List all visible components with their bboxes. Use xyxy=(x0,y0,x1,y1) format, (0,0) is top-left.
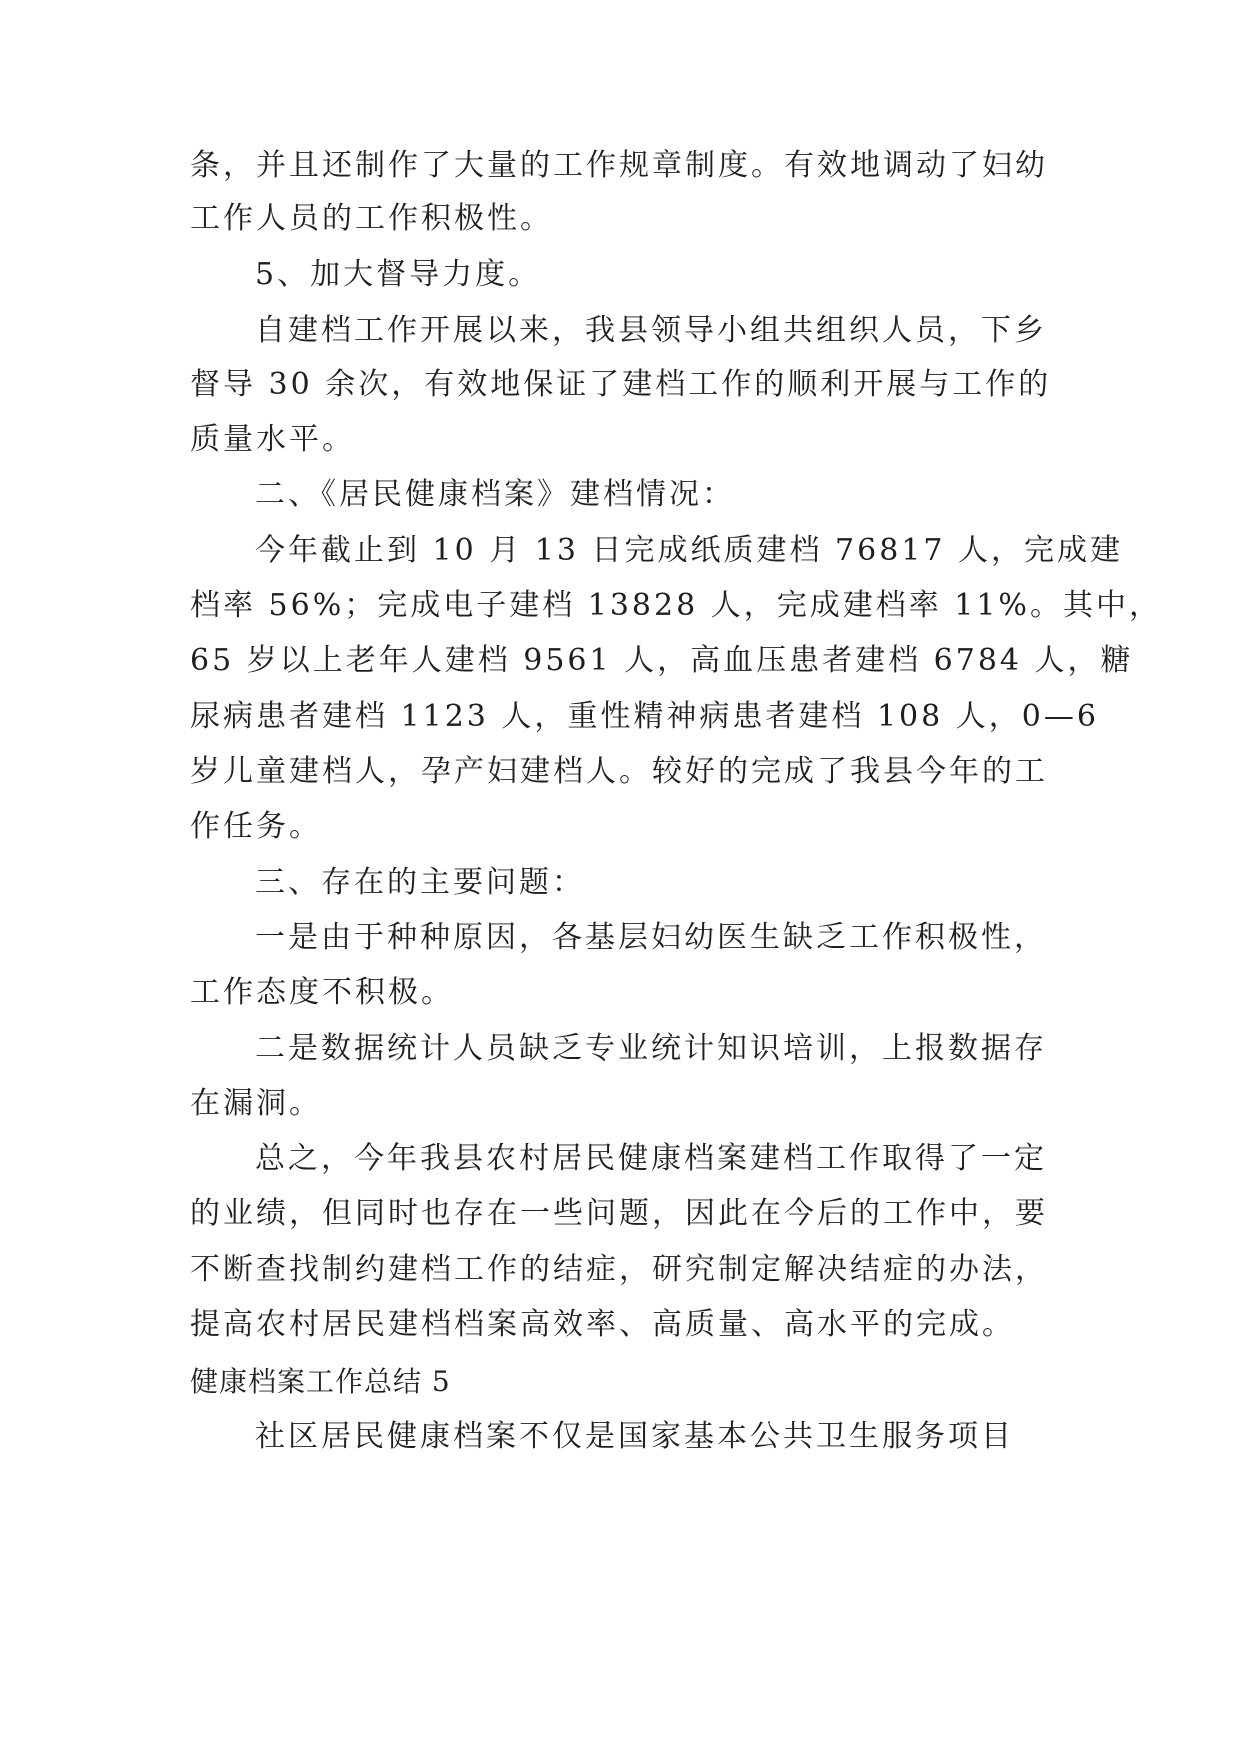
paragraph-line: 岁儿童建档人，孕产妇建档人。较好的完成了我县今年的工 xyxy=(190,754,1048,789)
paragraph-line: 提高农村居民建档档案高效率、高质量、高水平的完成。 xyxy=(190,1307,1015,1342)
paragraph-line: 督导 30 余次，有效地保证了建档工作的顺利开展与工作的 xyxy=(190,367,1052,402)
section-heading: 三、存在的主要问题： xyxy=(255,865,585,900)
paragraph-line: 工作人员的工作积极性。 xyxy=(190,201,553,236)
paragraph-line: 不断查找制约建档工作的结症，研究制定解决结症的办法， xyxy=(190,1252,1048,1287)
document-title: 健康档案工作总结 5 xyxy=(190,1365,451,1398)
paragraph-line: 在漏洞。 xyxy=(190,1086,322,1121)
paragraph-line: 二是数据统计人员缺乏专业统计知识培训，上报数据存 xyxy=(255,1031,1047,1066)
paragraph-line: 质量水平。 xyxy=(190,422,355,457)
paragraph-line: 作任务。 xyxy=(190,809,322,844)
paragraph-line: 档率 56%；完成电子建档 13828 人，完成建档率 11%。其中， xyxy=(190,588,1162,623)
paragraph-line: 社区居民健康档案不仅是国家基本公共卫生服务项目 xyxy=(255,1419,1014,1454)
paragraph-line: 尿病患者建档 1123 人，重性精神病患者建档 108 人，0—6 xyxy=(190,699,1099,734)
paragraph-line: 一是由于种种原因，各基层妇幼医生缺乏工作积极性， xyxy=(255,920,1047,955)
paragraph-line: 条，并且还制作了大量的工作规章制度。有效地调动了妇幼 xyxy=(190,148,1048,183)
paragraph-line: 今年截止到 10 月 13 日完成纸质建档 76817 人，完成建 xyxy=(255,533,1123,568)
paragraph-line: 工作态度不积极。 xyxy=(190,975,454,1010)
section-heading: 二、《居民健康档案》建档情况： xyxy=(255,477,735,512)
paragraph-line: 总之，今年我县农村居民健康档案建档工作取得了一定 xyxy=(255,1141,1047,1176)
paragraph-line: 65 岁以上老年人建档 9561 人，高血压患者建档 6784 人，糖 xyxy=(190,643,1134,678)
section-heading: 5、加大督导力度。 xyxy=(255,257,542,292)
paragraph-line: 的业绩，但同时也存在一些问题，因此在今后的工作中，要 xyxy=(190,1196,1048,1231)
paragraph-line: 自建档工作开展以来，我县领导小组共组织人员，下乡 xyxy=(255,313,1047,348)
